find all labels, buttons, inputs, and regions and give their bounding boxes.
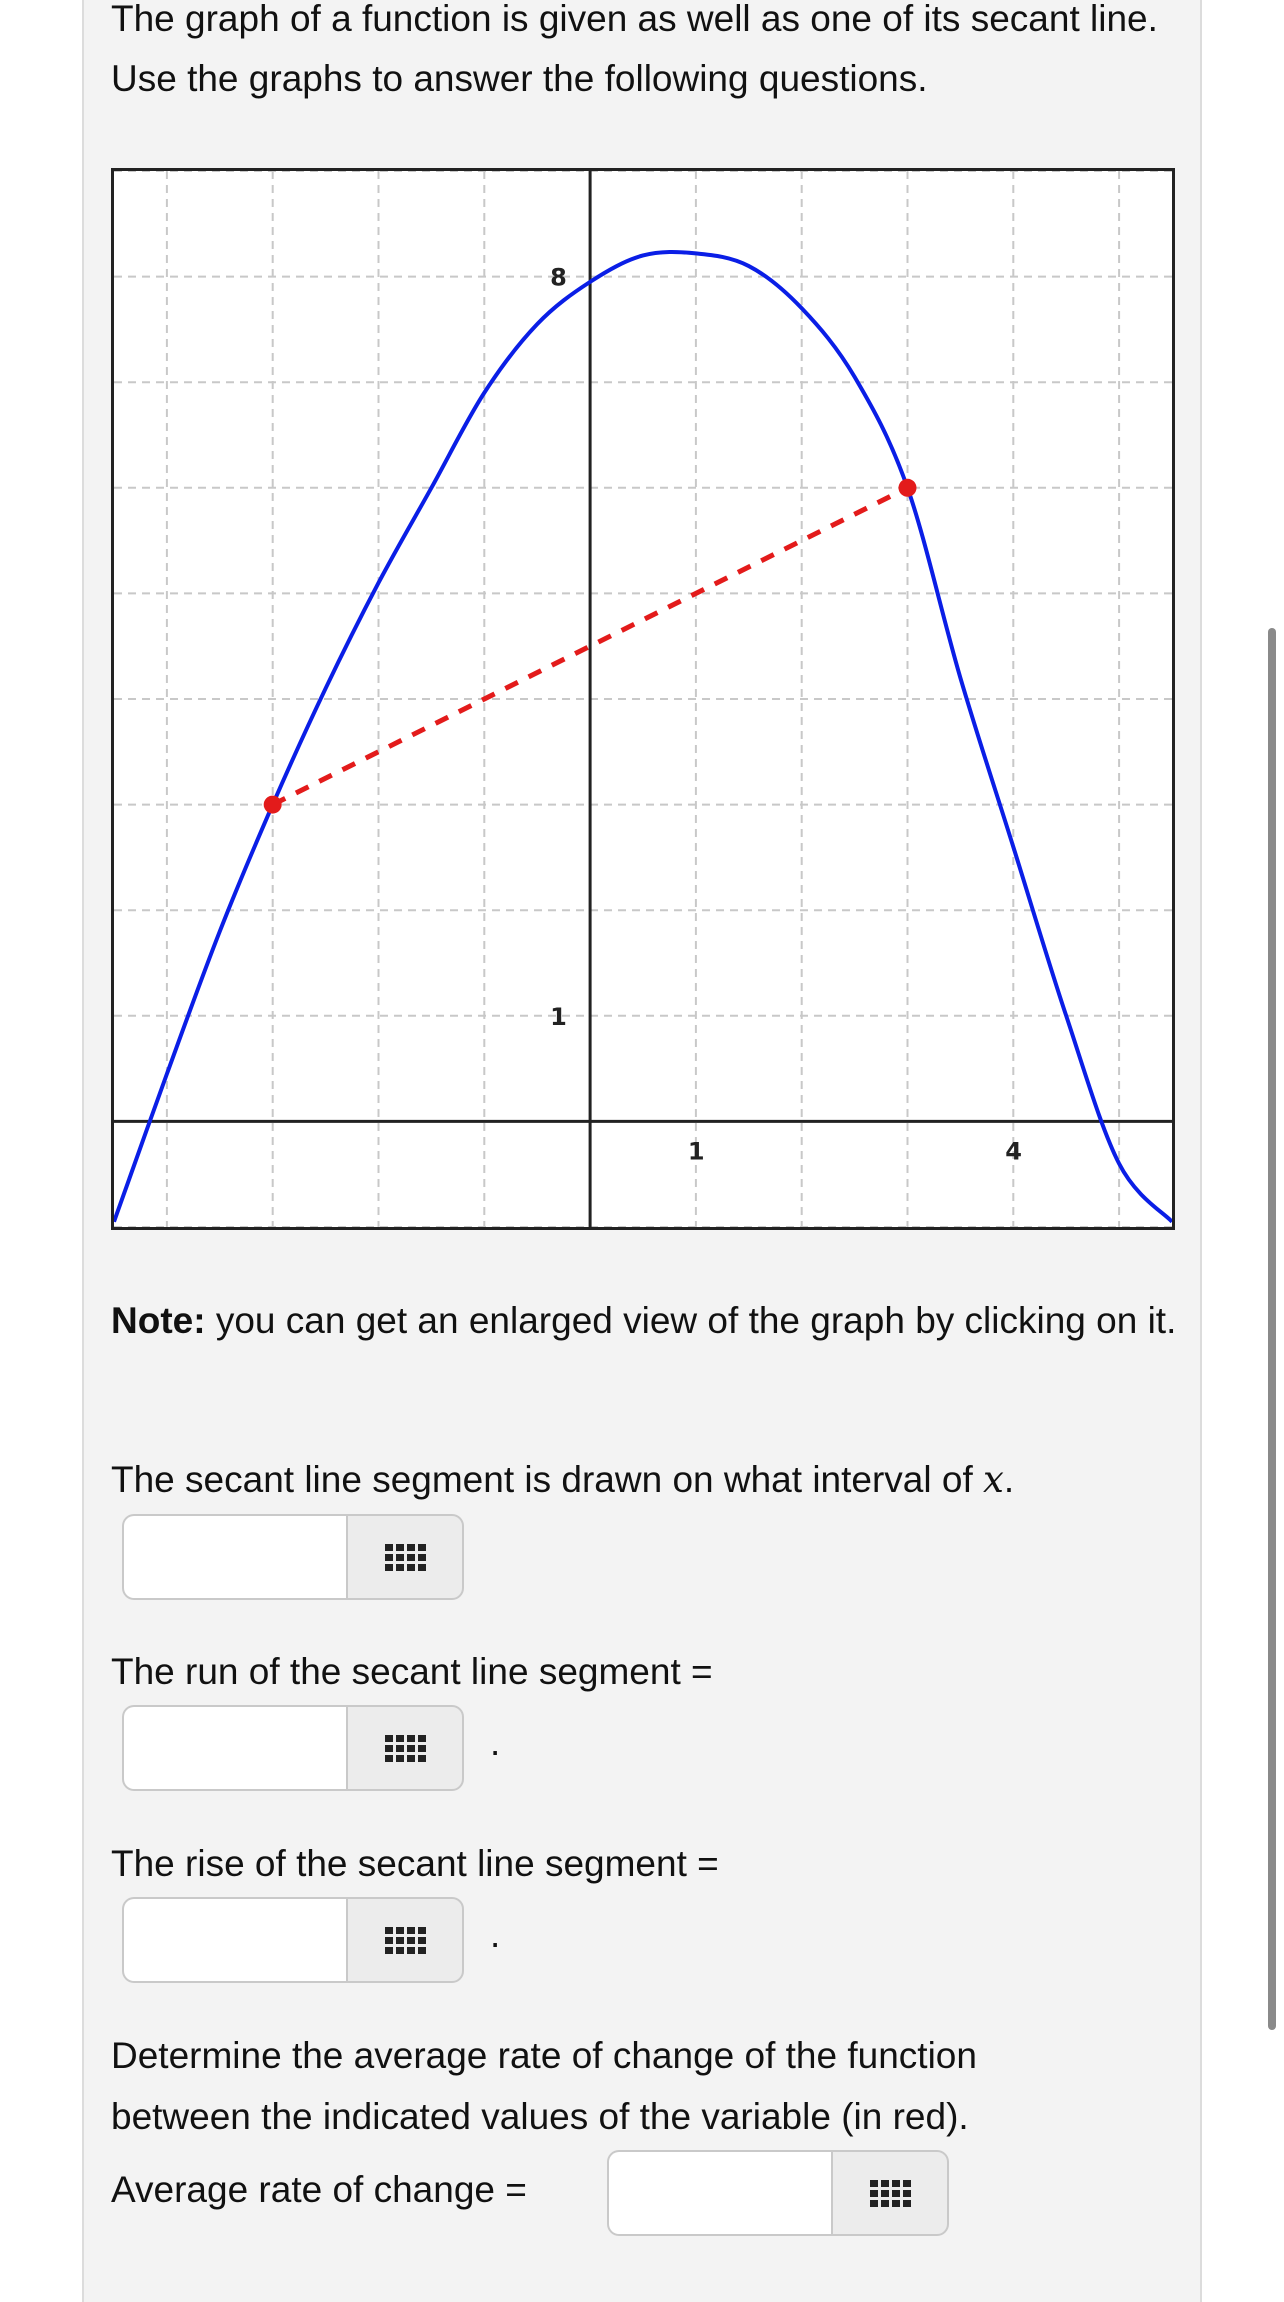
problem-intro: The graph of a function is given as well as one of its secant line. Use the graphs to answer the following questions. [111, 0, 1158, 99]
keypad-grid-icon [385, 1735, 426, 1762]
rise-answer [122, 1897, 464, 1983]
rate-label: Average rate of change = [111, 2169, 527, 2210]
rate-keypad-button[interactable] [831, 2150, 949, 2236]
question-interval-end: . [1003, 1459, 1015, 1500]
interval-keypad-button[interactable] [346, 1514, 464, 1600]
y-tick-label-8: 8 [550, 263, 567, 292]
secant-endpoint-left [264, 796, 282, 814]
question-run: The run of the secant line segment = [111, 1651, 713, 1692]
rate-answer [607, 2150, 949, 2236]
interval-answer [122, 1514, 464, 1600]
rate-input[interactable] [607, 2150, 831, 2236]
question-interval [111, 1450, 1014, 1510]
interval-input[interactable] [122, 1514, 346, 1600]
question-rise: The rise of the secant line segment = [111, 1843, 719, 1884]
x-tick-label-1: 1 [687, 1137, 705, 1166]
note-body: you can get an enlarged view of the graph by clicking on it. [205, 1300, 1177, 1341]
keypad-grid-icon [385, 1927, 426, 1954]
rise-keypad-button[interactable] [346, 1897, 464, 1983]
run-period: . [490, 1722, 501, 1763]
question-interval-text: The secant line segment is drawn on what interval of [111, 1459, 984, 1500]
secant-endpoint-right [899, 479, 917, 497]
y-tick-label-1: 1 [550, 1002, 567, 1031]
keypad-grid-icon [870, 2180, 911, 2207]
run-keypad-button[interactable] [346, 1705, 464, 1791]
question-rate-line1: Determine the average rate of change of the function [111, 2035, 977, 2076]
run-input[interactable] [122, 1705, 346, 1791]
keypad-grid-icon [385, 1544, 426, 1571]
note-label: Note: [111, 1300, 206, 1341]
scrollbar-thumb[interactable] [1268, 628, 1276, 2030]
note-text [111, 1291, 1191, 1351]
rise-period: . [490, 1914, 501, 1955]
rise-input[interactable] [122, 1897, 346, 1983]
function-graph[interactable] [111, 168, 1175, 1230]
variable-x: x [983, 1458, 1004, 1501]
run-answer [122, 1705, 464, 1791]
question-rate-line2: between the indicated values of the variable (in red). [111, 2096, 969, 2137]
x-tick-label-4: 4 [1005, 1137, 1023, 1166]
